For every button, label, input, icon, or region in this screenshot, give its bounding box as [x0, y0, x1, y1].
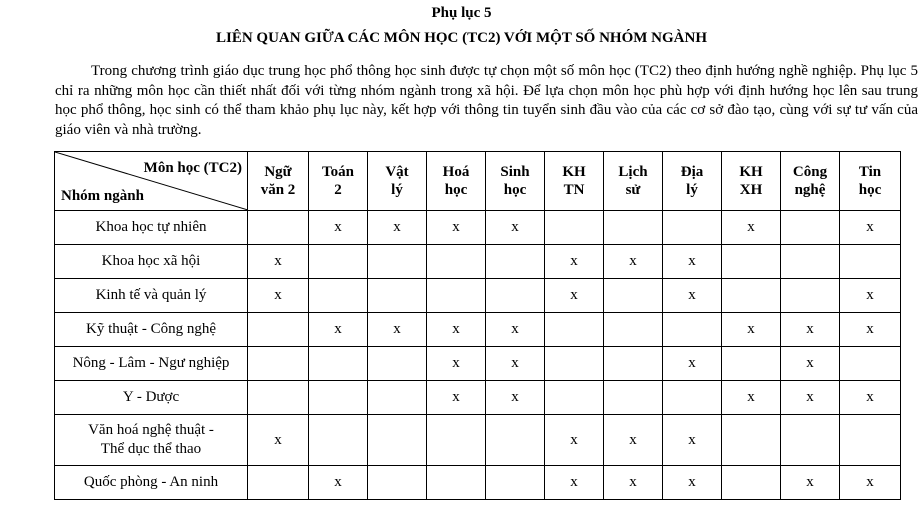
mark-cell: x — [840, 313, 901, 347]
mark-cell — [663, 313, 722, 347]
mark-cell — [486, 415, 545, 466]
subject-header-line2: lý — [686, 182, 698, 198]
group-name-cell: Kinh tế và quản lý — [55, 279, 248, 313]
subject-header-line1: Lịch — [618, 164, 648, 180]
table-row — [55, 381, 901, 415]
mark-cell — [486, 466, 545, 500]
mark-cell: x — [840, 211, 901, 245]
mark-cell — [545, 347, 604, 381]
mark-cell — [486, 245, 545, 279]
subject-header — [368, 152, 427, 211]
mark-cell: x — [663, 415, 722, 466]
mark-cell — [722, 245, 781, 279]
mark-cell — [368, 466, 427, 500]
mark-cell — [248, 466, 309, 500]
mark-cell — [248, 347, 309, 381]
subject-header — [427, 152, 486, 211]
table-row — [55, 313, 901, 347]
group-name-line: Thể dục thể thao — [100, 441, 202, 457]
mark-cell: x — [663, 466, 722, 500]
mark-cell: x — [722, 381, 781, 415]
mark-cell: x — [486, 211, 545, 245]
mark-cell — [486, 279, 545, 313]
mark-cell — [368, 347, 427, 381]
subject-header-line2: học — [444, 182, 468, 198]
subject-header — [604, 152, 663, 211]
mark-cell — [427, 466, 486, 500]
mark-cell — [840, 415, 901, 466]
group-name-line: Văn hoá nghệ thuật - — [88, 422, 214, 438]
subject-header-line1: Sinh — [500, 164, 530, 180]
subject-header-line2: nghệ — [794, 182, 826, 198]
mark-cell — [427, 415, 486, 466]
mark-cell — [427, 245, 486, 279]
subject-header-line2: học — [503, 182, 527, 198]
mark-cell — [604, 313, 663, 347]
mark-cell: x — [368, 313, 427, 347]
group-name-cell — [55, 415, 248, 466]
mark-cell: x — [840, 466, 901, 500]
mark-cell — [309, 347, 368, 381]
subject-header — [486, 152, 545, 211]
mark-cell: x — [486, 381, 545, 415]
subject-header-line2: lý — [391, 182, 403, 198]
group-name-cell: Quốc phòng - An ninh — [55, 466, 248, 500]
group-name-cell: Nông - Lâm - Ngư nghiệp — [55, 347, 248, 381]
subject-header — [722, 152, 781, 211]
subject-header-line2: học — [858, 182, 882, 198]
mark-cell: x — [309, 466, 368, 500]
mark-cell — [368, 415, 427, 466]
mark-cell: x — [248, 279, 309, 313]
mark-cell: x — [545, 466, 604, 500]
subject-header-line1: KH — [562, 164, 586, 180]
table-row — [55, 347, 901, 381]
group-name-cell: Khoa học tự nhiên — [55, 211, 248, 245]
mark-cell: x — [309, 313, 368, 347]
subject-header-line1: Vật — [385, 164, 409, 180]
subject-header-line2: văn 2 — [260, 182, 296, 198]
mark-cell — [722, 415, 781, 466]
subject-header-line1: Tin — [858, 164, 882, 180]
mark-cell: x — [781, 466, 840, 500]
mark-cell: x — [486, 313, 545, 347]
mark-cell: x — [545, 415, 604, 466]
mark-cell: x — [604, 245, 663, 279]
mark-cell — [840, 245, 901, 279]
subject-axis-label: Môn học (TC2) — [143, 160, 242, 176]
mark-cell: x — [840, 381, 901, 415]
mark-cell — [722, 279, 781, 313]
table-row — [55, 415, 901, 466]
mark-cell: x — [722, 313, 781, 347]
mark-cell — [604, 347, 663, 381]
mark-cell: x — [722, 211, 781, 245]
mark-cell — [604, 211, 663, 245]
mark-cell — [781, 279, 840, 313]
intro-paragraph: Trong chương trình giáo dục trung học phổ thông học sinh được tự chọn một số môn học (TC2) theo định hướng nghề nghiệp. Phụ lục 5 chỉ ra những môn học cần thiết nhất đối với từng nhóm ngành trong xã hội. Để lựa chọn môn học phù hợp với định hướng học lên sau trung học phổ thông, học sinh có thể tham khảo phụ lục này, kết hợp với thông tin tuyển sinh đầu vào của các cơ sở đào tạo, cùng với sự tư vấn của giáo viên và nhà trường. — [55, 63, 918, 138]
subject-header-line1: Công — [792, 164, 828, 180]
mark-cell — [427, 279, 486, 313]
mark-cell — [309, 279, 368, 313]
mark-cell: x — [545, 279, 604, 313]
mark-cell: x — [604, 415, 663, 466]
group-name-cell: Y - Dược — [55, 381, 248, 415]
mark-cell — [309, 415, 368, 466]
mark-cell: x — [545, 245, 604, 279]
mark-cell: x — [604, 466, 663, 500]
group-name-cell: Khoa học xã hội — [55, 245, 248, 279]
mark-cell: x — [427, 211, 486, 245]
mark-cell: x — [840, 279, 901, 313]
mark-cell — [545, 381, 604, 415]
page-title: LIÊN QUAN GIỮA CÁC MÔN HỌC (TC2) VỚI MỘT SỐ NHÓM NGÀNH — [216, 30, 707, 46]
mark-cell: x — [309, 211, 368, 245]
mark-cell: x — [663, 347, 722, 381]
mark-cell: x — [248, 415, 309, 466]
mark-cell — [840, 347, 901, 381]
subject-header — [309, 152, 368, 211]
mark-cell: x — [427, 381, 486, 415]
subject-header-line2: TN — [563, 182, 585, 198]
mark-cell — [663, 381, 722, 415]
mark-cell — [545, 313, 604, 347]
mark-cell — [309, 245, 368, 279]
table-header-row — [55, 152, 901, 211]
mark-cell — [368, 381, 427, 415]
mark-cell — [604, 279, 663, 313]
mark-cell — [722, 466, 781, 500]
subject-header-line1: Toán — [322, 164, 354, 180]
table-row — [55, 279, 901, 313]
group-name-cell: Kỹ thuật - Công nghệ — [55, 313, 248, 347]
table-row — [55, 466, 901, 500]
mark-cell: x — [781, 347, 840, 381]
mark-cell: x — [486, 347, 545, 381]
mark-cell — [781, 245, 840, 279]
mark-cell — [368, 245, 427, 279]
subject-header — [545, 152, 604, 211]
table-row — [55, 211, 901, 245]
mark-cell — [248, 313, 309, 347]
subject-header — [781, 152, 840, 211]
mark-cell: x — [368, 211, 427, 245]
mark-cell: x — [427, 347, 486, 381]
mark-cell — [545, 211, 604, 245]
mark-cell — [368, 279, 427, 313]
mark-cell — [248, 211, 309, 245]
mark-cell — [309, 381, 368, 415]
subject-header — [248, 152, 309, 211]
subject-group-table — [54, 151, 901, 500]
subject-header — [663, 152, 722, 211]
mark-cell: x — [781, 381, 840, 415]
mark-cell: x — [427, 313, 486, 347]
mark-cell — [663, 211, 722, 245]
subject-header-line2: 2 — [334, 182, 342, 198]
appendix-label: Phụ lục 5 — [431, 5, 492, 21]
mark-cell: x — [663, 279, 722, 313]
subject-header — [840, 152, 901, 211]
mark-cell — [781, 415, 840, 466]
table-corner-header — [55, 152, 248, 211]
subject-header-line1: Ngữ — [264, 164, 292, 180]
subject-header-line2: sử — [625, 182, 641, 198]
mark-cell — [604, 381, 663, 415]
subject-header-line1: Địa — [680, 164, 704, 180]
mark-cell — [248, 381, 309, 415]
subject-header-line1: Hoá — [442, 164, 470, 180]
mark-cell — [722, 347, 781, 381]
mark-cell — [781, 211, 840, 245]
group-axis-label: Nhóm ngành — [61, 188, 144, 204]
mark-cell: x — [663, 245, 722, 279]
mark-cell: x — [781, 313, 840, 347]
mark-cell: x — [248, 245, 309, 279]
subject-header-line2: XH — [739, 182, 763, 198]
table-row — [55, 245, 901, 279]
subject-header-line1: KH — [739, 164, 763, 180]
